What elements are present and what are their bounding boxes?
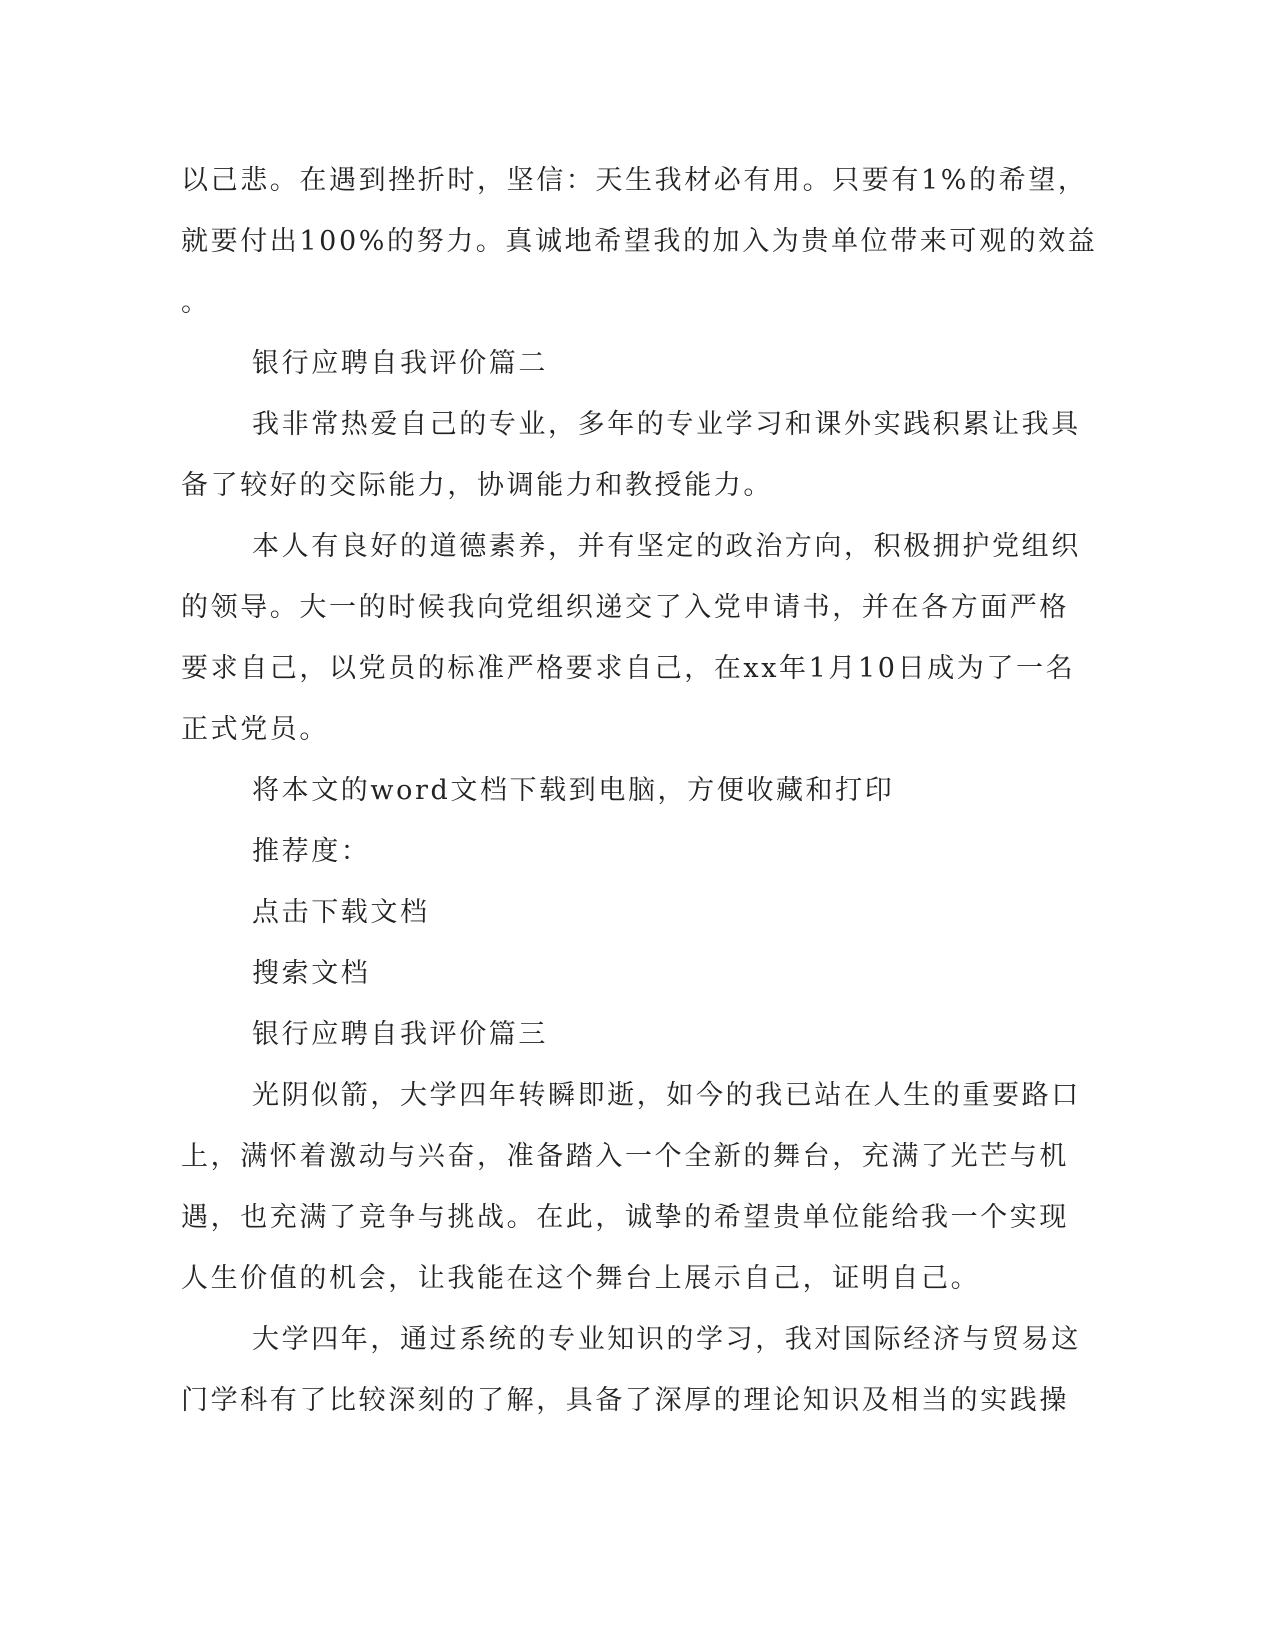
paragraph-line: 我非常热爱自己的专业，多年的专业学习和课外实践积累让我具	[252, 409, 1081, 440]
paragraph-line: 。	[181, 287, 211, 318]
search-document-link[interactable]: 搜索文档	[252, 958, 371, 989]
download-document-link[interactable]: 点击下载文档	[252, 897, 430, 928]
paragraph-line: 要求自己，以党员的标准严格要求自己，在xx年1月10日成为了一名	[181, 653, 1076, 684]
download-note: 将本文的word文档下载到电脑，方便收藏和打印	[252, 775, 895, 806]
paragraph-line: 上，满怀着激动与兴奋，准备踏入一个全新的舞台，充满了光芒与机	[181, 1141, 1069, 1172]
paragraph-line: 大学四年，通过系统的专业知识的学习，我对国际经济与贸易这	[252, 1324, 1081, 1355]
paragraph-line: 门学科有了比较深刻的了解，具备了深厚的理论知识及相当的实践操	[181, 1385, 1069, 1416]
paragraph-line: 就要付出100%的努力。真诚地希望我的加入为贵单位带来可观的效益	[181, 226, 1098, 257]
paragraph-line: 备了较好的交际能力，协调能力和教授能力。	[181, 470, 773, 501]
paragraph-line: 遇，也充满了竞争与挑战。在此，诚挚的希望贵单位能给我一个实现	[181, 1202, 1069, 1233]
paragraph-line: 以己悲。在遇到挫折时，坚信：天生我材必有用。只要有1%的希望，	[181, 165, 1088, 196]
paragraph-line: 正式党员。	[181, 714, 329, 745]
paragraph-line: 本人有良好的道德素养，并有坚定的政治方向，积极拥护党组织	[252, 531, 1081, 562]
document-body	[181, 150, 1098, 1431]
paragraph-line: 的领导。大一的时候我向党组织递交了入党申请书，并在各方面严格	[181, 592, 1069, 623]
recommend-rating-label: 推荐度：	[252, 836, 371, 867]
paragraph-line: 光阴似箭，大学四年转瞬即逝，如今的我已站在人生的重要路口	[252, 1080, 1081, 1111]
section-heading: 银行应聘自我评价篇三	[252, 1019, 548, 1050]
section-heading: 银行应聘自我评价篇二	[252, 348, 548, 379]
paragraph-line: 人生价值的机会，让我能在这个舞台上展示自己，证明自己。	[181, 1263, 981, 1294]
